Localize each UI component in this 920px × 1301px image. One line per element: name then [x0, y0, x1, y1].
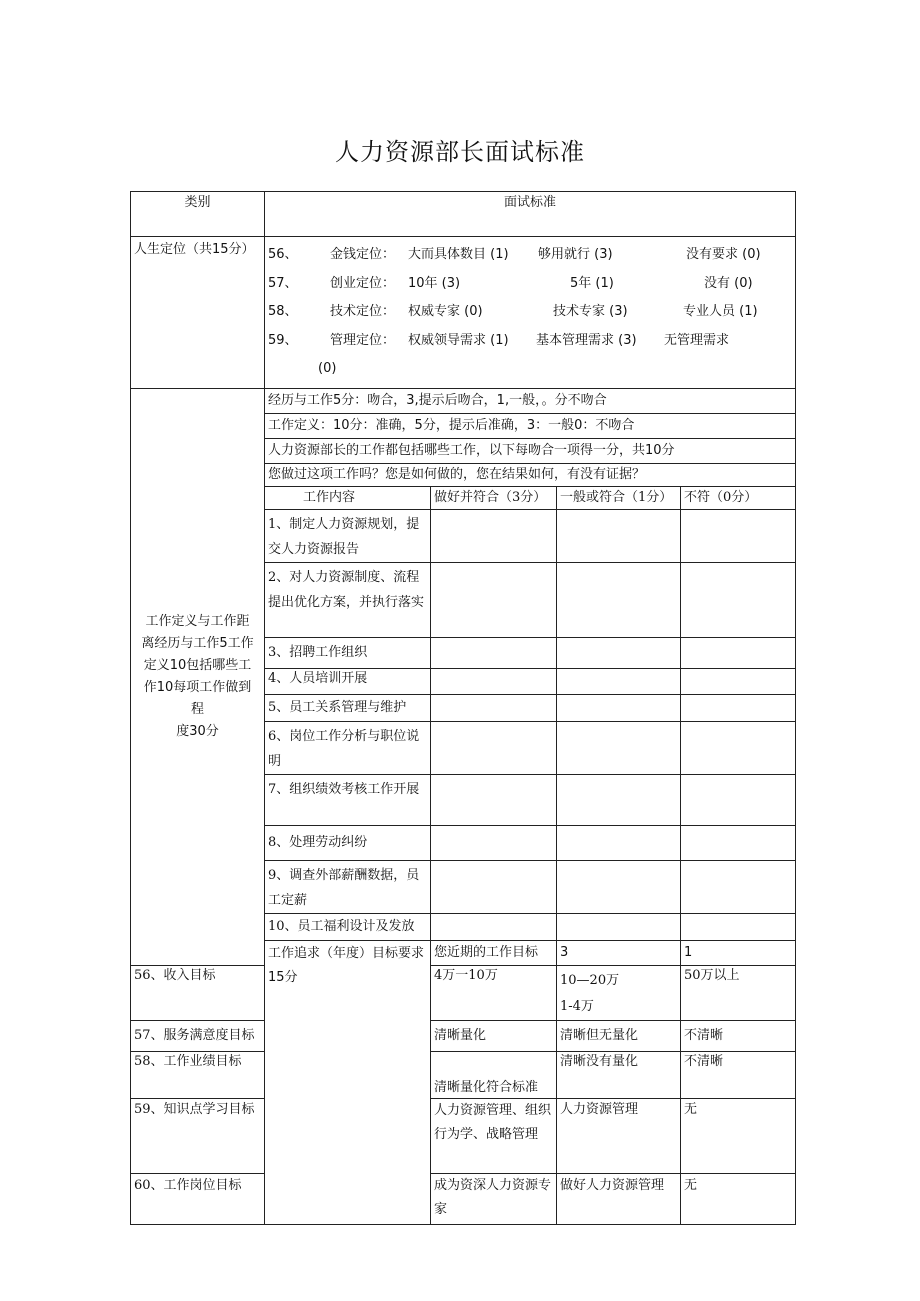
- table-row: 9、调查外部薪酬数据，员工定薪: [131, 860, 796, 913]
- life-item-59: 59、 管理定位： 权威领导需求 (1) 基本管理需求 (3) 无管理需求: [268, 332, 730, 348]
- work-line-4: 您做过这项工作吗？您是如何做的，您在结果如何，有没有证据？: [131, 463, 796, 486]
- life-category: 人生定位（共15分）: [131, 237, 265, 389]
- table-row: 7、组织绩效考核工作开展: [131, 774, 796, 825]
- life-criteria: [265, 237, 796, 389]
- table-row: 56、收入目标 4万一10万 10—20万 1-4万 50万以上: [131, 965, 796, 1020]
- life-item-57: 57、 创业定位： 10年 (3) 5年 (1) 没有 (0): [268, 275, 753, 291]
- table-row: 59、知识点学习目标 人力资源管理、组织行为学、战略管理 人力资源管理 无: [131, 1098, 796, 1173]
- table-row: 4、人员培训开展: [131, 668, 796, 694]
- life-item-58: 58、 技术定位： 权威专家 (0) 技术专家 (3) 专业人员 (1): [268, 304, 758, 319]
- work-line-2: 工作定义：10分：准确，5分，提示后准确，3：一般0：不吻合: [131, 413, 796, 438]
- work-columns-row: 工作内容 做好并符合（3分） 一般或符合（1分） 不符（0分）: [131, 486, 796, 509]
- work-line-3: 人力资源部长的工作都包括哪些工作，以下每吻合一项得一分，共10分: [131, 438, 796, 463]
- header-criteria: 面试标准: [265, 192, 796, 237]
- table-row: 60、工作岗位目标 成为资深人力资源专家 做好人力资源管理 无: [131, 1173, 796, 1224]
- table-row: 6、岗位工作分析与职位说明: [131, 721, 796, 774]
- life-item-59-tail: (0): [318, 361, 337, 376]
- table-row: 57、服务满意度目标 清晰量化 清晰但无量化 不清晰: [131, 1020, 796, 1051]
- interview-criteria-table: [130, 191, 796, 1225]
- work-category: 工作定义与工作距 离经历与工作5工作 定义10包括哪些工 作10每项工作做到 程 度30分: [131, 388, 265, 965]
- table-row: 3、招聘工作组织: [131, 637, 796, 668]
- work-line-1: 工作定义与工作距 离经历与工作5工作 定义10包括哪些工 作10每项工作做到 程 度30分 经历与工作5分：吻合，3,提示后吻合，1,一般，。分不吻合: [131, 388, 796, 413]
- life-item-56: 56、 金钱定位： 大而具体数目 (1) 够用就行 (3) 没有要求 (0): [268, 247, 761, 262]
- header-row: [131, 192, 796, 237]
- life-row: [131, 237, 796, 389]
- goals-category: 工作追求（年度）目标要求15分: [265, 940, 431, 1224]
- table-row: 1、制定人力资源规划，提交人力资源报告: [131, 509, 796, 562]
- table-row: 2、对人力资源制度、流程提出优化方案，并执行落实: [131, 562, 796, 637]
- table-row: 58、工作业绩目标 清晰量化符合标准 清晰没有量化 不清晰: [131, 1051, 796, 1098]
- table-row: 8、处理劳动纠纷: [131, 825, 796, 860]
- page-title: 人力资源部长面试标准: [335, 138, 585, 166]
- table-row: 10、员工福利设计及发放: [131, 913, 796, 940]
- goals-head-row: 工作追求（年度）目标要求15分 您近期的工作目标 3 1: [131, 940, 796, 965]
- header-category: 类别: [131, 192, 265, 237]
- table-row: 5、员工关系管理与维护: [131, 694, 796, 721]
